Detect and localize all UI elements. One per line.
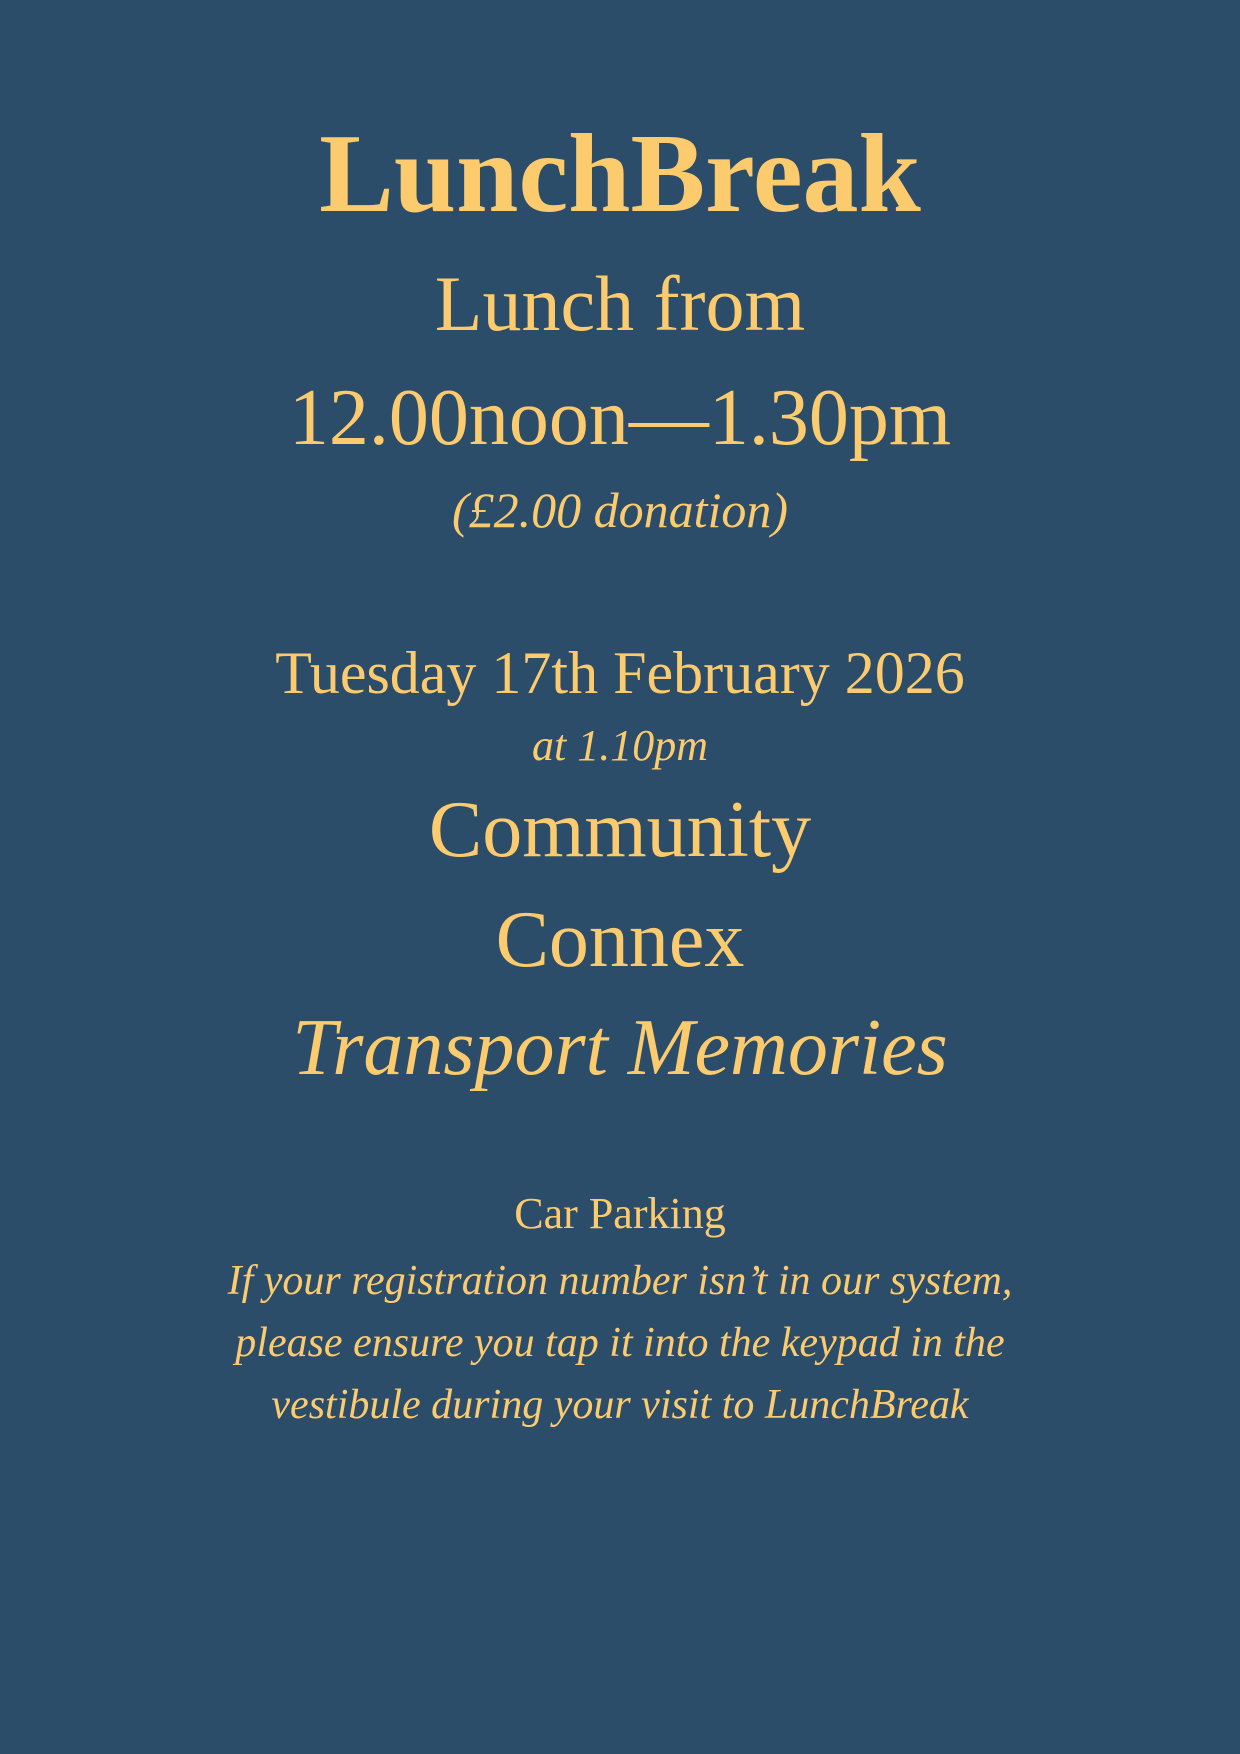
donation-note: (£2.00 donation) — [451, 482, 789, 538]
poster-title: LunchBreak — [319, 112, 921, 236]
talk-topic: Transport Memories — [292, 1004, 948, 1092]
parking-note — [0, 1250, 1240, 1436]
parking-heading: Car Parking — [514, 1189, 726, 1238]
parking-note-line: vestibule during your visit to LunchBreak — [271, 1382, 969, 1428]
event-time: at 1.10pm — [532, 721, 708, 770]
speaker-name-line1: Community — [428, 786, 812, 874]
parking-note-line: please ensure you tap it into the keypad in the — [235, 1320, 1005, 1366]
event-date: Tuesday 17th February 2026 — [275, 640, 965, 706]
speaker-name-line2: Connex — [495, 896, 745, 984]
lunch-hours-time: 12.00noon—1.30pm — [288, 374, 952, 462]
lunch-hours-label: Lunch from — [434, 260, 806, 347]
parking-note-line: If your registration number isn’t in our system, — [227, 1258, 1013, 1304]
